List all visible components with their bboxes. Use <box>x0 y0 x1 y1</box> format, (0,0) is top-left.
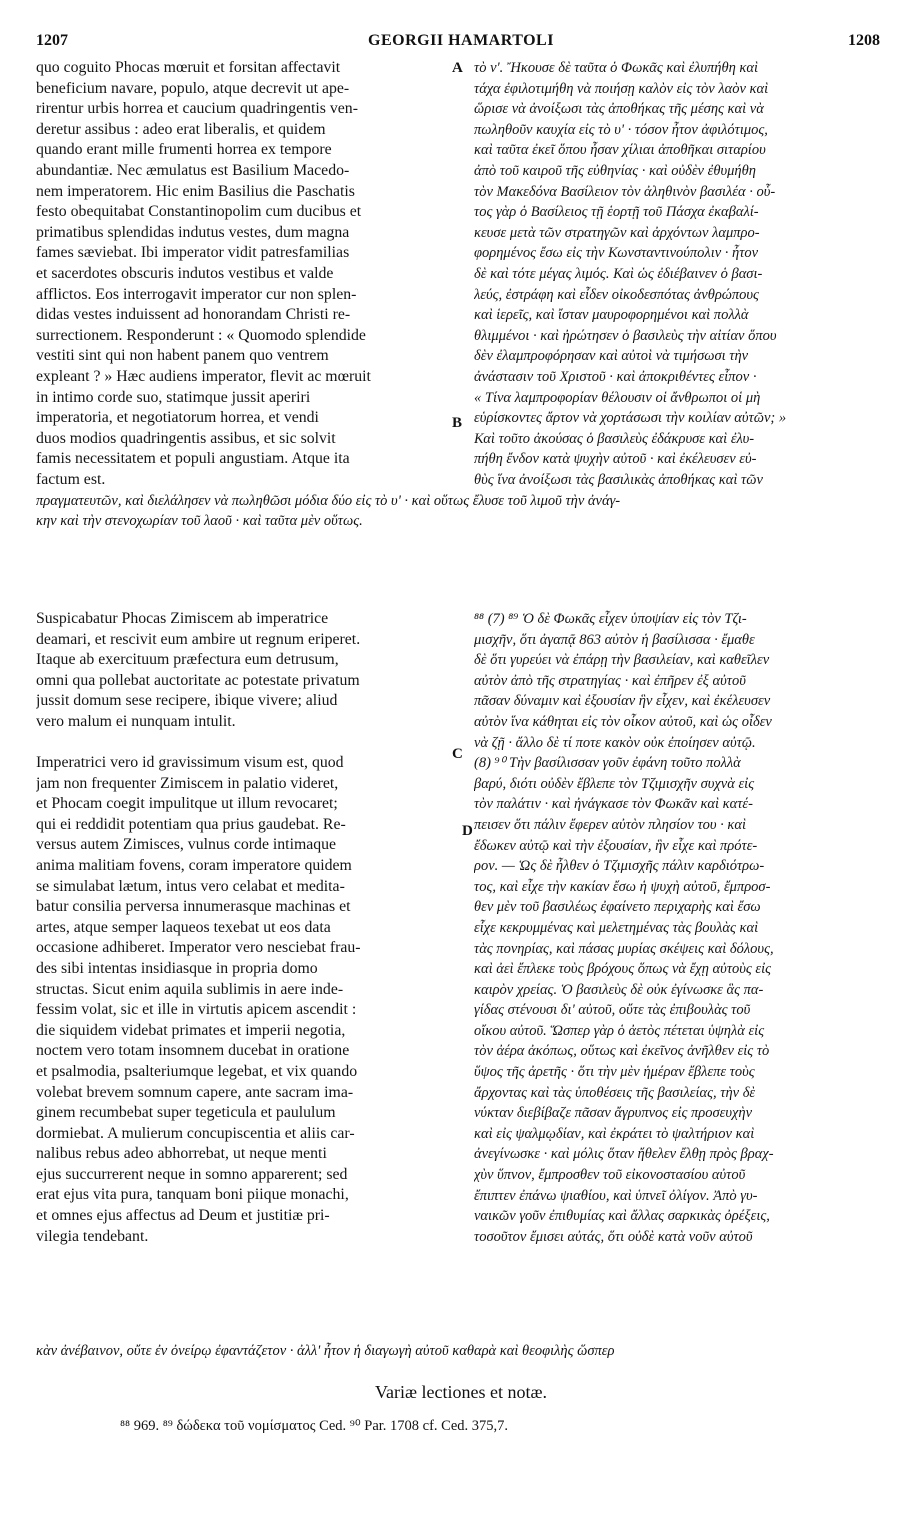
text-line: καιρὸν χρείας. Ὁ βασιλεὺς δὲ οὐκ ἐγίνωσκε ἃς πα- <box>474 981 764 998</box>
text-line: noctem vero totam insomnem ducebat in oratione <box>36 1042 350 1060</box>
latin-column-2 <box>36 609 448 733</box>
margin-letter-a: A <box>452 60 463 76</box>
footnotes-title: Variæ lectiones et notæ. <box>375 1382 547 1402</box>
text-line: τὸν Μακεδόνα Βασίλειον τὸν ἀληθινὸν βασιλέα · οὗ- <box>474 183 776 200</box>
text-line: ναικῶν γοῦν ἐπιθυμίας καὶ ἄλλας σαρκικὰς ὀρέξεις, <box>474 1208 770 1225</box>
text-line: se simulabat lætum, intus vero celabat et medita- <box>36 877 345 895</box>
margin-letter-c: C <box>452 746 463 762</box>
greek-full-line: κην καὶ τὴν στενοχωρίαν τοῦ λαοῦ · καὶ ταῦτα μὲν οὕτως. <box>36 513 363 529</box>
text-line: rirentur urbis horrea et caucium quadringentis ven- <box>36 100 358 118</box>
latin-column-3 <box>36 753 448 1247</box>
text-line: artes, atque semper laqueos texebat ut eos data <box>36 918 331 936</box>
text-line: imperatoria, et negotiatorum horrea, et vendi <box>36 409 319 427</box>
text-line: afflictos. Eos interrogavit imperator cur non splen- <box>36 285 357 303</box>
text-line: νὰ ζῇ · ἄλλο δὲ τί ποτε κακὸν οὐκ ἐποίησεν αὐτῷ. <box>474 734 756 751</box>
text-line: erat ejus vita pura, tanquam boni piique monachi, <box>36 1186 349 1204</box>
text-line: des sibi intentas insidiasque in propria domo <box>36 959 318 977</box>
text-line: πωληθοῦν καυχία εἰς τὸ υ' · τόσον ἦτον ἀφιλότιμος, <box>474 121 768 138</box>
text-line: beneficium navare, populo, atque decrevit ut ape- <box>36 79 350 97</box>
running-title: GEORGII HAMARTOLI <box>368 32 554 49</box>
text-line: abundantiæ. Nec æmulatus est Basilium Macedo- <box>36 161 350 179</box>
text-line: εἶχε κεκρυμμένας καὶ μελετημένας τὰς βουλὰς καὶ <box>474 919 759 936</box>
text-line: τὸ ν'. Ἤκουσε δὲ ταῦτα ὁ Φωκᾶς καὶ ἐλυπήθη καὶ <box>474 60 759 76</box>
text-line: πήθη ἔνδον κατὰ ψυχὴν αὐτοῦ · καὶ ἐκέλευσεν εὐ- <box>474 451 757 468</box>
text-line: Itaque ab exercituum præfectura eum detrusum, <box>36 651 339 669</box>
text-line: καὶ ταῦτα ἐκεῖ ὅπου ἦσαν χίλιαι ἀποθῆκαι σιταρίου <box>474 142 766 159</box>
text-line: expleant ? » Hæc audiens imperator, flevit ac mœruit <box>36 367 371 385</box>
text-line: θλιμμένοι · καὶ ἠρώτησεν ὁ βασιλεὺς τὴν αἰτίαν ὅπου <box>474 327 777 344</box>
text-line: ρον. — Ὡς δὲ ἦλθεν ὁ Τζιμισχῆς πάλιν καρδιότρω- <box>474 858 765 875</box>
text-line: ⁸⁸ (7) ⁸⁹ Ὁ δὲ Φωκᾶς εἶχεν ὑποψίαν εἰς τὸν Τζι- <box>474 611 747 627</box>
text-line: nem imperatorem. Hic enim Basilius die Paschatis <box>36 182 355 200</box>
text-line: didas vestes induissent ad honorandam Christi re- <box>36 306 351 324</box>
text-line: τος, καὶ εἶχε τὴν κακίαν ἔσω ἡ ψυχὴ αὐτοῦ, ἔμπροσ- <box>474 878 771 895</box>
text-line: versus autem Zimisces, vulnus corde intimaque <box>36 836 337 854</box>
text-line: structas. Sicut enim aquila sublimis in aere inde- <box>36 980 344 998</box>
text-line: τὸν ἀέρα ἀκόπως, οὕτως καὶ ἐκεῖνος ἀνῆλθεν εἰς τὸ <box>474 1043 770 1060</box>
text-line: ὥρισε νὰ ἀνοίξωσι τὰς ἀποθήκας τῆς μέσης καὶ νὰ <box>474 101 764 118</box>
text-line: νύκταν διεβίβαζε πᾶσαν ἄγρυπνος εἰς προσευχὴν <box>474 1105 753 1122</box>
text-line: et sacerdotes obscuris indutos vestibus et valde <box>36 264 334 282</box>
text-line: vilegia tendebant. <box>36 1227 149 1245</box>
margin-letter-d: D <box>462 823 473 839</box>
text-line: (8) ⁹⁰ Τὴν βασίλισσαν γοῦν ἐφάνη τοῦτο πολλὰ <box>474 755 741 772</box>
greek-full-line-bottom: κὰν ἀνέβαινον, οὔτε ἐν ὀνείρῳ ἐφαντάζετον · ἀλλ' ἦτον ἡ διαγωγὴ αὐτοῦ καθαρὰ καὶ θεοφιλὴς ὥσπερ <box>36 1343 615 1359</box>
text-line: ἔπιπτεν ἐπάνω ψιαθίου, καὶ ὑπνεῖ ὀλίγον. Ἀπὸ γυ- <box>474 1187 758 1204</box>
text-line: θὺς ἵνα ἀνοίξωσι τὰς βασιλικὰς ἀποθήκας καὶ τῶν <box>474 471 763 488</box>
text-line: φορημένος ἔσω εἰς τὴν Κωνσταντινούπολιν · ἦτον <box>474 245 759 262</box>
text-line: ἄρχοντας καὶ τὰς ὑποθέσεις τῆς βασιλείας, τὴν δὲ <box>474 1084 756 1101</box>
greek-column-2 <box>474 609 884 1247</box>
latin-column-1 <box>36 58 448 490</box>
text-line: nalibus rebus adeo abhorrebat, ut neque menti <box>36 1145 327 1163</box>
text-line: θεν μὲν τοῦ βασιλέως ἐφαίνετο περιχαρὴς καὶ ἔσω <box>474 899 761 916</box>
text-line: festo obequitabat Constantinopolim cum ducibus et <box>36 203 362 221</box>
text-line: fessim volat, sic et ille in virtutis apicem ascendit : <box>36 1001 357 1019</box>
text-line: et Phocam coegit impulitque ut illum revocaret; <box>36 795 338 813</box>
text-line: τοσοῦτον ἔμισει αὐτάς, ὅτι οὐδὲ κατὰ νοῦν αὐτοῦ <box>474 1228 753 1245</box>
text-line: volebat brevem somnum capere, ante sacram ima- <box>36 1083 354 1101</box>
text-line: Imperatrici vero id gravissimum visum est, quod <box>36 754 344 771</box>
text-line: vestiti sint qui non habent panem quo ventrem <box>36 347 329 365</box>
right-page-number: 1208 <box>848 32 880 49</box>
text-line: fames sæviebat. Ibi imperator vidit patresfamilias <box>36 244 350 262</box>
margin-letter-b: B <box>452 415 463 431</box>
text-line: duos modios quadringentis assibus, et sic solvit <box>36 429 336 447</box>
text-line: αὐτὸν ἀπὸ τῆς στρατηγίας · καὶ ἐπῆρεν ἐξ αὐτοῦ <box>474 672 746 689</box>
text-line: et omnes ejus affectus ad Deum et justitiæ pri- <box>36 1207 330 1225</box>
text-line: dormiebat. A mulierum concupiscentia et aliis car- <box>36 1124 355 1142</box>
text-line: καὶ ἱερεῖς, καὶ ἴσταν μαυροφορημένοι καὶ πολλὰ <box>474 307 749 324</box>
text-line: δὲ καὶ τότε μέγας λιμός. Καὶ ὡς ἐδιέβαινεν ὁ βασι- <box>474 265 763 282</box>
text-line: deretur assibus : adeo erat liberalis, et quidem <box>36 120 326 138</box>
text-line: λεύς, ἐστράφη καὶ εἶδεν οἰκοδεσπότας ἀνθρώπους <box>474 286 759 303</box>
text-line: μισχῆν, ὅτι ἀγαπᾷ 863 αὐτὸν ἡ βασίλισσα · ἔμαθε <box>474 631 755 648</box>
text-line: πᾶσαν δύναμιν καὶ ἐξουσίαν ἣν εἶχεν, καὶ ἐκέλευσεν <box>474 693 771 710</box>
text-line: βαρύ, διότι οὐδὲν ἔβλεπε τὸν Τζιμισχῆν συχνὰ εἰς <box>474 775 755 792</box>
footnotes: ⁸⁸ 969. ⁸⁹ δώδεκα τοῦ νομίσματος Ced. ⁹⁰ Par. 1708 cf. Ced. 375,7. <box>120 1418 509 1434</box>
text-line: ἀνάστασιν τοῦ Χριστοῦ · καὶ ἀποκριθέντες εἶπον · <box>474 368 757 385</box>
left-page-number: 1207 <box>36 32 68 49</box>
text-line: primatibus splendidas indutus vestes, dum magna <box>36 223 350 241</box>
text-line: deamari, et rescivit eum ambire ut regnum eriperet. <box>36 630 361 648</box>
text-line: die siquidem videbat primates et imperii negotia, <box>36 1021 346 1039</box>
text-line: οἴκου αὐτοῦ. Ὥσπερ γὰρ ὁ ἀετὸς πέτεται ὑψηλὰ εἰς <box>474 1022 765 1039</box>
text-line: jussit domum sese recipere, ibique vivere; aliud <box>36 692 338 710</box>
text-line: factum est. <box>36 470 106 488</box>
text-line: ejus succurrerent neque in somno apparerent; sed <box>36 1165 348 1183</box>
text-line: omni qua pollebat auctoritate ac potestate privatum <box>36 671 360 689</box>
text-line: quo coguito Phocas mœruit et forsitan affectavit <box>36 59 341 76</box>
text-line: batur consilia perversa innumerasque machinas et <box>36 898 351 916</box>
text-line: Suspicabatur Phocas Zimiscem ab imperatrice <box>36 610 329 627</box>
text-line: ginem recumbebat super tegeticula et paululum <box>36 1104 336 1122</box>
text-line: εὑρίσκοντες ἄρτον νὰ χορτάσωσι τὴν κοιλίαν αὐτῶν; » <box>474 410 787 427</box>
text-line: anima malitiam fovens, coram imperatore quidem <box>36 856 352 874</box>
greek-column-1 <box>474 58 884 490</box>
text-line: τὰς πονηρίας, καὶ πάσας μυρίας σκέψεις καὶ δόλους, <box>474 940 774 957</box>
text-line: καὶ εἰς ψαλμῳδίαν, καὶ ἐκράτει τὸ ψαλτήριον καὶ <box>474 1125 755 1142</box>
text-line: jam non frequenter Zimiscem in palatio videret, <box>36 774 339 792</box>
text-line: τὸν παλάτιν · καὶ ἠνάγκασε τὸν Φωκᾶν καὶ κατέ- <box>474 796 753 813</box>
text-line: ἀπὸ τοῦ καιροῦ τῆς εὐθηνίας · καὶ οὐδὲν ἐθυμήθη <box>474 162 756 179</box>
text-line: qui ei reddidit potentiam qua prius gaudebat. Re- <box>36 815 346 833</box>
text-line: « Τίνα λαμπροφορίαν θέλουσιν οἱ ἄνθρωποι οἱ μὴ <box>474 389 761 406</box>
text-line: Καὶ τοῦτο ἀκούσας ὁ βασιλεὺς ἐδάκρυσε καὶ ἐλυ- <box>474 430 755 447</box>
text-line: vero malum ei nunquam intulit. <box>36 712 236 730</box>
text-line: quando erant mille frumenti horrea ex tempore <box>36 141 332 159</box>
text-line: ὕψος τῆς ἀρετῆς · ὅτι τὴν μὲν ἡμέραν ἔβλεπε τοὺς <box>474 1064 755 1081</box>
text-line: et psalmodia, psalteriumque legebat, et vix quando <box>36 1062 358 1080</box>
text-line: τος γὰρ ὁ Βασίλειος τῇ ἑορτῇ τοῦ Πάσχα ἐκαβαλί- <box>474 204 759 221</box>
text-line: surrectionem. Responderunt : « Quomodo splendide <box>36 326 366 344</box>
text-line: ἀνεγίνωσκε · καὶ μόλις ὅταν ἤθελεν ἔλθῃ πρὸς βραχ- <box>474 1146 774 1163</box>
text-line: χὺν ὕπνον, ἔμπροσθεν τοῦ εἰκονοστασίου αὐτοῦ <box>474 1167 746 1184</box>
greek-full-line: πραγματευτῶν, καὶ διελάλησεν νὰ πωληθῶσι μόδια δύο εἰς τὸ υ' · καὶ οὕτως ἔλυσε τοῦ λιμοῦ τὴν ἀνάγ- <box>36 493 621 509</box>
text-line: καὶ ἀεὶ ἔπλεκε τοὺς βρόχους ὅπως νὰ ἔχῃ αὐτοὺς εἰς <box>474 961 772 978</box>
text-line: αὐτὸν ἵνα κάθηται εἰς τὸν οἶκον αὐτοῦ, καὶ ὡς οἶδεν <box>474 713 772 730</box>
text-line: γίδας στένουσι δι' αὐτοῦ, οὔτε τὰς ἐπιβουλὰς τοῦ <box>474 1002 751 1019</box>
text-line: κευσε μετὰ τῶν στρατηγῶν καὶ ἀρχόντων λαμπρο- <box>474 224 760 241</box>
text-line: πεισεν ὅτι πάλιν ἔφερεν αὐτὸν πλησίον του · καὶ <box>474 816 747 833</box>
text-line: ἔδωκεν αὐτῷ καὶ τὴν ἐξουσίαν, ἣν εἶχε καὶ πρότε- <box>474 837 758 854</box>
text-line: δὲ ὅτι γυρεύει νὰ ἐπάρῃ τὴν βασιλείαν, καὶ καθεῖλεν <box>474 652 770 669</box>
text-line: famis necessitatem et populi angustiam. Atque ita <box>36 450 350 468</box>
text-line: in intimo corde suo, statimque jussit aperiri <box>36 388 311 406</box>
text-line: δὲν ἐλαμπροφόρησαν καὶ αὐτοὶ νὰ τιμήσωσι τὴν <box>474 348 749 365</box>
text-line: occasione adhiberet. Imperator vero nesciebat frau- <box>36 939 361 957</box>
text-line: τάχα ἐφιλοτιμήθη νὰ ποιήσῃ καλὸν εἰς τὸν λαὸν καὶ <box>474 80 769 97</box>
